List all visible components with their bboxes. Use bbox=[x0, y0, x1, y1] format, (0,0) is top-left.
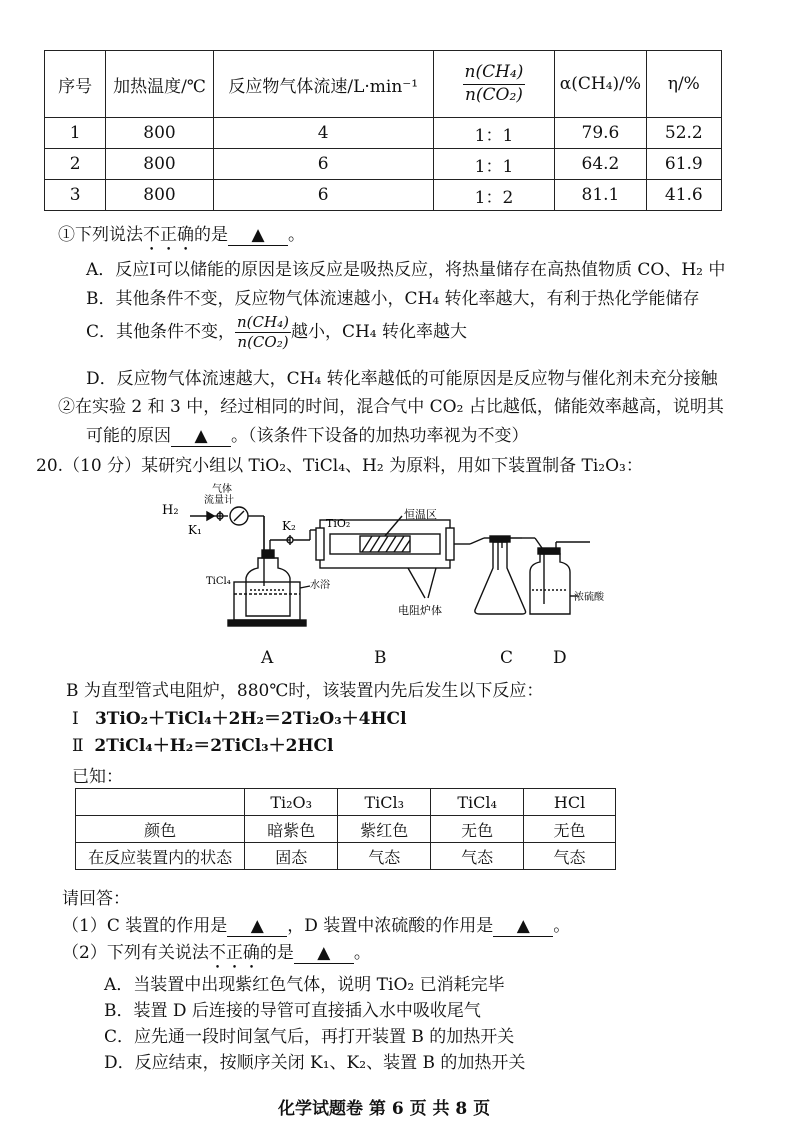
q20-option-b: B．装置 D 后连接的导管可直接插入水中吸收尾气 bbox=[104, 1001, 481, 1021]
properties-table bbox=[75, 788, 616, 870]
th-ratio bbox=[433, 51, 555, 118]
fig-label-d: D bbox=[553, 648, 567, 668]
fig-label-b: B bbox=[374, 648, 387, 668]
q19-option-b: B．其他条件不变，反应物气体流速越小，CH₄ 转化率越大，有利于热化学能储存 bbox=[86, 289, 700, 309]
text: 。 bbox=[353, 943, 371, 963]
th-index: 序号 bbox=[45, 51, 106, 118]
cell: 在反应装置内的状态 bbox=[76, 843, 245, 870]
answer-blank[interactable]: ▲ bbox=[493, 916, 553, 937]
text: C．其他条件不变， bbox=[86, 321, 236, 342]
cell bbox=[76, 789, 245, 816]
cell: 800 bbox=[106, 118, 213, 149]
constant-temp-zone bbox=[360, 536, 410, 552]
fig-acid-label: 浓硫酸 bbox=[574, 592, 604, 603]
answer-blank[interactable]: ▲ bbox=[228, 225, 288, 246]
experiment-table bbox=[44, 50, 722, 211]
answer-blank[interactable]: ▲ bbox=[294, 943, 354, 964]
reaction-equation: 3TiO₂＋TiCl₄＋2H₂＝2Ti₂O₃＋4HCl bbox=[94, 709, 407, 729]
text: ，D 装置中浓硫酸的作用是 bbox=[287, 916, 494, 936]
arrow-head bbox=[207, 512, 214, 520]
cell: 1 bbox=[45, 118, 106, 149]
cell: 固态 bbox=[245, 843, 338, 870]
q19-option-c bbox=[86, 313, 467, 352]
text: （1）C 装置的作用是 bbox=[62, 916, 228, 936]
fig-k1-label: K₁ bbox=[188, 523, 202, 537]
text: 的是 bbox=[194, 225, 228, 245]
cell: 81.1 bbox=[555, 180, 646, 211]
q20-intro: 20.（10 分）某研究小组以 TiO₂、TiCl₄、H₂ 为原料，用如下装置制备 Ti₂O₃： bbox=[36, 456, 643, 476]
reaction-label: Ⅱ bbox=[72, 736, 84, 756]
hot-plate bbox=[228, 620, 306, 626]
cell: 41.6 bbox=[646, 180, 721, 211]
text: ①下列说法 bbox=[58, 225, 143, 245]
table-row bbox=[45, 180, 722, 211]
q20-option-a: A．当装置中出现紫红色气体，说明 TiO₂ 已消耗完毕 bbox=[104, 975, 505, 995]
cell: 紫红色 bbox=[338, 816, 431, 843]
cell: 1：1 bbox=[433, 118, 555, 149]
frac-denominator: n(CO₂) bbox=[237, 332, 289, 351]
cell: 无色 bbox=[524, 816, 616, 843]
q19-option-d: D．反应物气体流速越大，CH₄ 转化率越低的可能原因是反应物与催化剂未充分接触 bbox=[86, 369, 718, 389]
fig-ticl4-label: TiCl₄ bbox=[206, 576, 231, 587]
text: 。 bbox=[288, 225, 305, 245]
fig-tio2-label: TiO₂ bbox=[326, 517, 351, 530]
known-label: 已知： bbox=[72, 767, 123, 787]
table-row bbox=[76, 816, 616, 843]
th-flow-rate: 反应物气体流速/L·min⁻¹ bbox=[213, 51, 433, 118]
cell: 1：2 bbox=[433, 180, 555, 211]
text: 可能的原因 bbox=[86, 426, 171, 446]
fig-label-c: C bbox=[500, 648, 514, 668]
q19-sub2-line1: ②在实验 2 和 3 中，经过相同的时间，混合气中 CO₂ 占比越低，储能效率越高，说明其 bbox=[58, 397, 724, 417]
table-row bbox=[76, 843, 616, 870]
fig-label-a: A bbox=[261, 648, 274, 668]
flask-c bbox=[475, 542, 526, 614]
cell: 气态 bbox=[431, 843, 524, 870]
q19-option-a: A．反应Ⅰ可以储能的原因是该反应是吸热反应，将热量储存在高热值物质 CO、H₂ 中 bbox=[86, 260, 726, 280]
fig-constant-temp-label: 恒温区 bbox=[404, 508, 437, 521]
answer-blank[interactable]: ▲ bbox=[171, 426, 231, 447]
fig-furnace-label: 电阻炉体 bbox=[398, 604, 442, 617]
table-row bbox=[45, 118, 722, 149]
ratio-numerator: n(CH₄) bbox=[463, 62, 526, 84]
text: 。（该条件下设备的加热功率视为不变） bbox=[231, 426, 529, 446]
fig-k2-label: K₂ bbox=[282, 519, 296, 533]
reaction-1 bbox=[72, 704, 407, 729]
apparatus-diagram bbox=[150, 478, 610, 668]
flask-a bbox=[246, 558, 290, 616]
ratio-denominator: n(CO₂) bbox=[464, 84, 523, 105]
page-footer: 化学试题卷 第 6 页 共 8 页 bbox=[278, 1099, 491, 1119]
text: 越小，CH₄ 转化率越大 bbox=[290, 321, 468, 342]
q19-sub1 bbox=[58, 220, 305, 255]
frac-numerator: n(CH₄) bbox=[237, 313, 289, 331]
cell: 6 bbox=[213, 149, 433, 180]
reaction-equation: 2TiCl₄＋H₂＝2TiCl₃＋2HCl bbox=[94, 736, 334, 756]
q19-sub2-line2 bbox=[86, 421, 529, 447]
cell: 气态 bbox=[338, 843, 431, 870]
cell: 64.2 bbox=[555, 149, 646, 180]
table-row bbox=[76, 789, 616, 816]
cell: TiCl₃ bbox=[338, 789, 431, 816]
bottle-d bbox=[530, 554, 570, 614]
answer-blank[interactable]: ▲ bbox=[227, 916, 287, 937]
reaction-label: Ⅰ bbox=[72, 709, 79, 729]
q20-sub2 bbox=[62, 938, 371, 973]
emphasis-not: 不正确 bbox=[208, 943, 260, 963]
fig-flowmeter-label-2: 流量计 bbox=[204, 495, 234, 506]
cell: 3 bbox=[45, 180, 106, 211]
th-temperature: 加热温度/℃ bbox=[106, 51, 213, 118]
q20-sub1 bbox=[62, 911, 570, 937]
th-eta: η/% bbox=[646, 51, 721, 118]
cell: 气态 bbox=[524, 843, 616, 870]
reaction-2 bbox=[72, 731, 334, 756]
cell: 79.6 bbox=[555, 118, 646, 149]
q20-option-d: D．反应结束，按顺序关闭 K₁、K₂、装置 B 的加热开关 bbox=[104, 1053, 526, 1073]
text: （2）下列有关说法 bbox=[62, 943, 209, 963]
fig-h2-label: H₂ bbox=[162, 503, 179, 518]
th-alpha: α(CH₄)/% bbox=[555, 51, 646, 118]
cell: 6 bbox=[213, 180, 433, 211]
cell: 800 bbox=[106, 149, 213, 180]
cell: 52.2 bbox=[646, 118, 721, 149]
answer-prompt: 请回答： bbox=[62, 889, 130, 909]
q20-description: B 为直型管式电阻炉，880℃时，该装置内先后发生以下反应： bbox=[66, 681, 544, 701]
text: 的是 bbox=[259, 943, 294, 963]
cell: Ti₂O₃ bbox=[245, 789, 338, 816]
emphasis-not: 不正确 bbox=[143, 225, 194, 245]
cell: 2 bbox=[45, 149, 106, 180]
fig-water-bath-label: 水浴 bbox=[310, 580, 330, 591]
cell: 4 bbox=[213, 118, 433, 149]
q20-option-c: C．应先通一段时间氢气后，再打开装置 B 的加热开关 bbox=[104, 1027, 515, 1047]
cell: HCl bbox=[524, 789, 616, 816]
cell: 无色 bbox=[431, 816, 524, 843]
table-row bbox=[45, 149, 722, 180]
cell: 61.9 bbox=[646, 149, 721, 180]
cell: 1：1 bbox=[433, 149, 555, 180]
text: 。 bbox=[553, 916, 571, 936]
cell: 800 bbox=[106, 180, 213, 211]
cell: 暗紫色 bbox=[245, 816, 338, 843]
cell: TiCl₄ bbox=[431, 789, 524, 816]
fig-flowmeter-label-1: 气体 bbox=[212, 484, 232, 495]
cell: 颜色 bbox=[76, 816, 245, 843]
